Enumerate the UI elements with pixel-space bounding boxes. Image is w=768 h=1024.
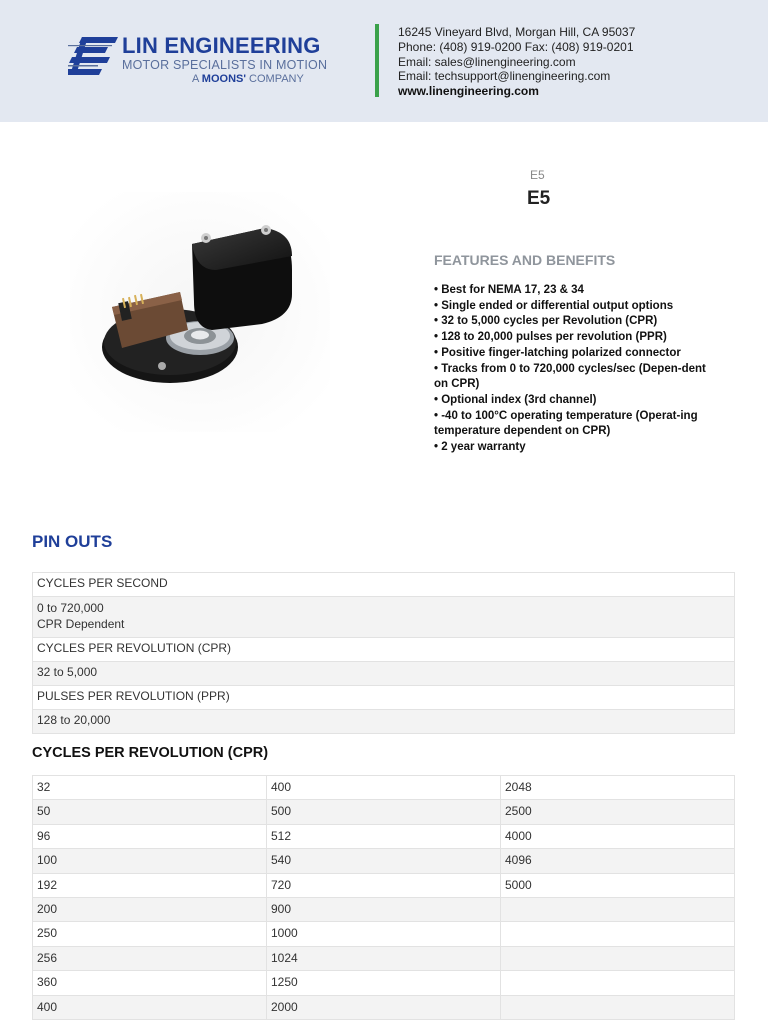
table-row: [33, 995, 735, 1019]
features-list: [434, 283, 709, 456]
table-cell: 2500: [501, 800, 735, 824]
table-cell: 250: [33, 922, 267, 946]
table-cell: 512: [267, 824, 501, 848]
table-row: [33, 662, 735, 686]
table-cell: 256: [33, 946, 267, 970]
table-cell: 1024: [267, 946, 501, 970]
table-cell: CYCLES PER REVOLUTION (CPR): [33, 638, 735, 662]
table-cell: 1250: [267, 971, 501, 995]
table-cell: 4000: [501, 824, 735, 848]
table-row: [33, 824, 735, 848]
features-heading: FEATURES AND BENEFITS: [434, 252, 616, 268]
table-cell: 1000: [267, 922, 501, 946]
contact-block: [398, 25, 635, 99]
table-cell: 400: [267, 776, 501, 800]
feature-item: • 128 to 20,000 pulses per revolution (PPR): [434, 331, 667, 344]
table-cell: PULSES PER REVOLUTION (PPR): [33, 686, 735, 710]
table-cell: 500: [267, 800, 501, 824]
table-cell: 4096: [501, 849, 735, 873]
contact-website-link[interactable]: www.linengineering.com: [398, 84, 539, 99]
table-cell: 96: [33, 824, 267, 848]
logo-company-suffix: COMPANY: [249, 73, 304, 85]
table-cell: [501, 946, 735, 970]
cpr-table: [32, 775, 735, 1020]
table-row: [33, 597, 735, 638]
table-row: [33, 638, 735, 662]
table-cell: 5000: [501, 873, 735, 897]
pinouts-heading: PIN OUTS: [32, 532, 113, 551]
product-title: E5: [527, 188, 551, 209]
table-cell: [501, 922, 735, 946]
feature-item: • Best for NEMA 17, 23 & 34: [434, 284, 584, 296]
page-header: [0, 0, 768, 122]
contact-email-sales[interactable]: Email: sales@linengineering.com: [398, 54, 576, 69]
cpr-heading: CYCLES PER REVOLUTION (CPR): [32, 745, 269, 761]
feature-item: • 32 to 5,000 cycles per Revolution (CPR): [434, 315, 658, 328]
table-cell: 128 to 20,000: [33, 710, 735, 734]
cell-line: 0 to 720,000: [37, 601, 104, 615]
logo-title: LIN ENGINEERING: [122, 33, 321, 58]
table-cell: 400: [33, 995, 267, 1019]
header-divider: [375, 24, 379, 97]
table-cell: [501, 897, 735, 921]
lin-logo-mark-icon: [68, 37, 120, 77]
table-row: [33, 946, 735, 970]
feature-item: • Single ended or differential output options: [434, 299, 674, 312]
table-row: [33, 849, 735, 873]
logo-company-prefix: A: [192, 73, 199, 85]
feature-item: • Tracks from 0 to 720,000 cycles/sec (Depen-dent on CPR): [434, 362, 706, 391]
table-row: [33, 710, 735, 734]
table-cell: 720: [267, 873, 501, 897]
table-cell: 50: [33, 800, 267, 824]
table-row: [33, 686, 735, 710]
feature-item: • Positive finger-latching polarized connector: [434, 346, 681, 359]
table-row: [33, 800, 735, 824]
table-cell: 100: [33, 849, 267, 873]
table-cell: 32 to 5,000: [33, 662, 735, 686]
table-row: [33, 776, 735, 800]
table-cell: [33, 597, 735, 638]
contact-phone: Phone: (408) 919-0200 Fax: (408) 919-0201: [398, 39, 634, 54]
product-code-small: E5: [530, 168, 545, 182]
table-cell: [501, 995, 735, 1019]
table-cell: 540: [267, 849, 501, 873]
table-row: [33, 922, 735, 946]
table-row: [33, 873, 735, 897]
table-cell: [501, 971, 735, 995]
encoder-illustration: [30, 152, 370, 470]
logo-subtitle: MOTOR SPECIALISTS IN MOTION: [122, 58, 328, 72]
table-cell: CYCLES PER SECOND: [33, 573, 735, 597]
feature-item: • -40 to 100°C operating temperature (Operat-ing temperature dependent on CPR): [434, 409, 698, 438]
logo-company-line: [192, 73, 304, 85]
table-row: [33, 971, 735, 995]
table-cell: 32: [33, 776, 267, 800]
table-cell: 360: [33, 971, 267, 995]
contact-email-support[interactable]: Email: techsupport@linengineering.com: [398, 69, 611, 84]
table-cell: 200: [33, 897, 267, 921]
logo-company-brand: MOONS': [201, 73, 246, 85]
feature-item: • 2 year warranty: [434, 441, 526, 454]
contact-address: 16245 Vineyard Blvd, Morgan Hill, CA 95037: [398, 25, 636, 39]
pinouts-table: [32, 572, 735, 734]
cell-line: CPR Dependent: [37, 617, 125, 631]
table-row: [33, 573, 735, 597]
table-cell: 2000: [267, 995, 501, 1019]
table-row: [33, 897, 735, 921]
table-cell: 900: [267, 897, 501, 921]
table-cell: 2048: [501, 776, 735, 800]
table-cell: 192: [33, 873, 267, 897]
feature-item: • Optional index (3rd channel): [434, 393, 597, 406]
company-logo[interactable]: [68, 35, 338, 91]
product-image: [30, 152, 370, 470]
